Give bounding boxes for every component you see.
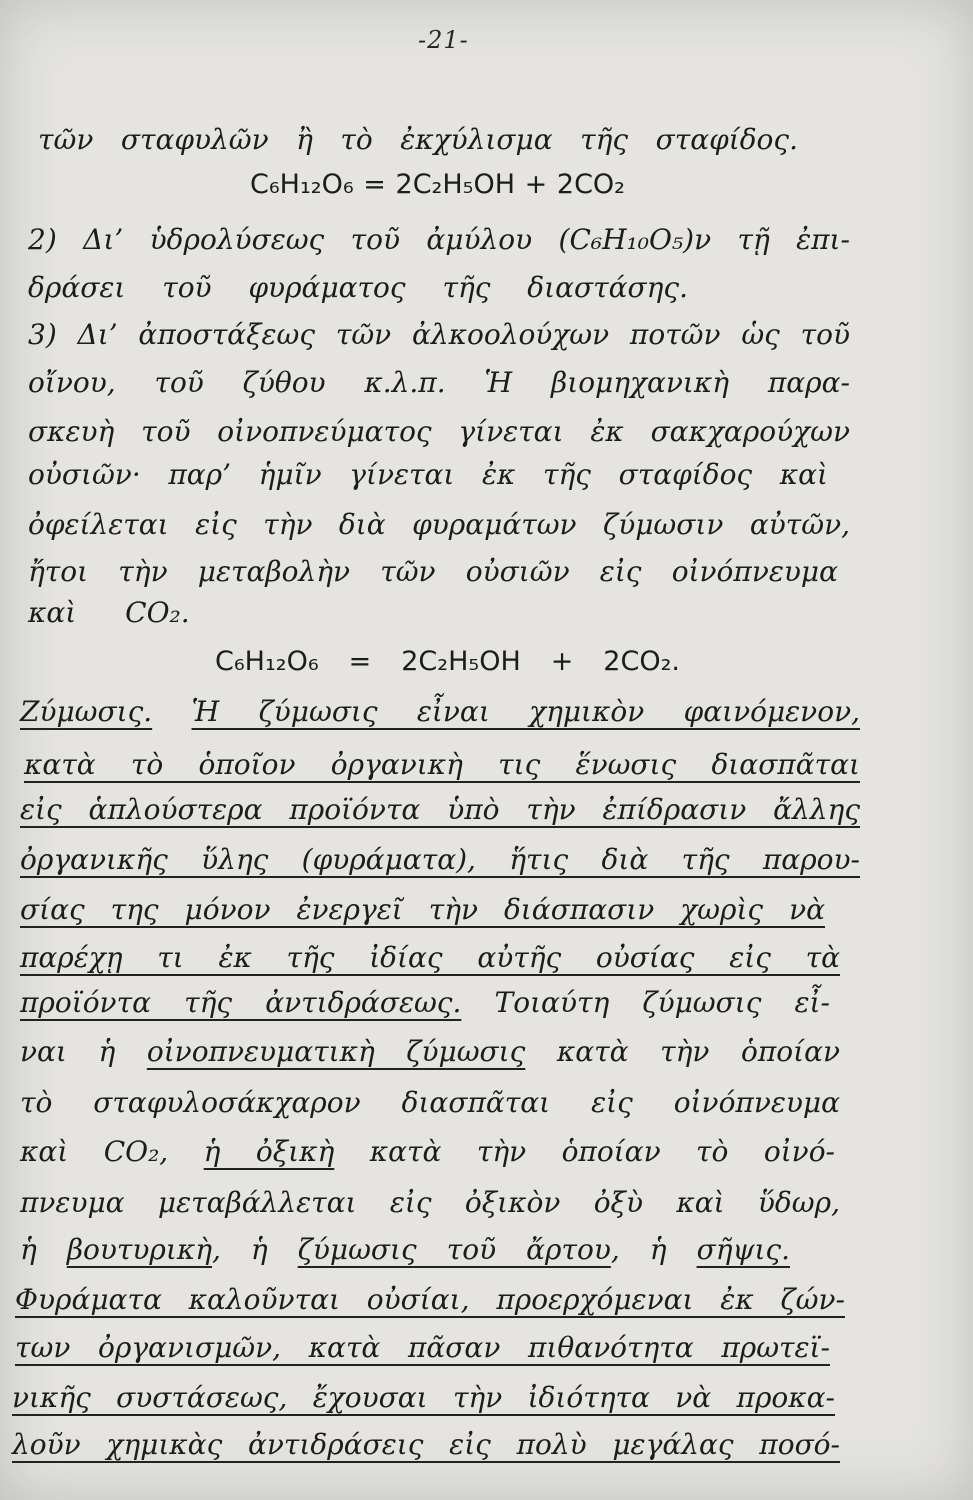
text-line: [20, 1230, 790, 1270]
text-line: 3) Δι’ ἀποστάξεως τῶν ἀλκοολούχων ποτῶν ὡς τοῦ: [28, 318, 850, 351]
text-line: οἴνου, τοῦ ζύθου κ.λ.π. Ἡ βιομηχανικὴ παρα-: [28, 366, 850, 399]
text-line: Φυράματα καλοῦνται οὐσίαι, προερχόμεναι ἐκ ζών-: [15, 1283, 845, 1316]
text-line: σίας της μόνον ἐνεργεῖ τὴν διάσπασιν χωρὶς νὰ: [20, 893, 825, 926]
text-line: δράσει τοῦ φυράματος τῆς διαστάσης.: [28, 271, 688, 304]
text-line: των ὀργανισμῶν, κατὰ πᾶσαν πιθανότητα πρωτεϊ-: [15, 1331, 830, 1364]
term-alcoholic-fermentation: οἰνοπνευματικὴ ζύμωσις: [146, 1035, 526, 1068]
line-text: , ἡ: [610, 1233, 667, 1266]
text-line: [20, 1132, 835, 1172]
text-line: σκευὴ τοῦ οἰνοπνεύματος γίνεται ἐκ σακχαρούχων: [28, 415, 850, 448]
definition-text: Ἡ ζύμωσις εἶναι χημικὸν φαινόμενον,: [191, 695, 860, 728]
text-line: εἰς ἁπλούστερα προϊόντα ὑπὸ τὴν ἐπίδρασιν ἄλλης: [20, 793, 860, 826]
line-text: , ἡ: [211, 1233, 268, 1266]
text-line: τῶν σταφυλῶν ἢ τὸ ἐκχύλισμα τῆς σταφίδος.: [38, 123, 798, 156]
text-line: ὀφείλεται εἰς τὴν διὰ φυραμάτων ζύμωσιν αὐτῶν,: [28, 508, 850, 541]
text-line: πνευμα μεταβάλλεται εἰς ὀξικὸν ὀξὺ καὶ ὕδωρ,: [20, 1186, 840, 1219]
text-line: [20, 692, 860, 732]
text-line: λοῦν χημικὰς ἀντιδράσεις εἰς πολὺ μεγάλας ποσό-: [12, 1428, 840, 1461]
text-line: τὸ σταφυλοσάκχαρον διασπᾶται εἰς οἰνόπνευμα: [20, 1086, 840, 1119]
text-line: καὶ CO₂.: [28, 596, 190, 629]
line-text: Τοιαύτη ζύμωσις εἶ-: [494, 986, 831, 1019]
text-line: οὐσιῶν· παρ’ ἡμῖν γίνεται ἐκ τῆς σταφίδος καὶ: [28, 458, 828, 491]
section-heading: Ζύμωσις.: [20, 695, 153, 728]
line-text: καὶ CO₂,: [20, 1135, 169, 1168]
text-line: νικῆς συστάσεως, ἔχουσαι τὴν ἰδιότητα νὰ προκα-: [12, 1381, 835, 1414]
term-acetic: ἡ ὀξικὴ: [203, 1135, 335, 1168]
line-text: ναι ἡ: [20, 1035, 116, 1068]
text-line: παρέχῃ τι ἐκ τῆς ἰδίας αὐτῆς οὐσίας εἰς τὰ: [20, 941, 840, 974]
line-text: κατὰ τὴν ὁποίαν τὸ οἰνό-: [369, 1135, 836, 1168]
term-putrefaction: σῆψις.: [696, 1233, 790, 1266]
text-line: 2) Δι’ ὑδρολύσεως τοῦ ἀμύλου (C₆H₁₀O₅)ν τῇ ἐπι-: [28, 223, 850, 256]
chemical-equation: C₆H₁₂O₆ = 2C₂H₅OH + 2CO₂: [250, 169, 625, 200]
term-butyric: βουτυρικὴ: [66, 1233, 212, 1266]
chemical-equation: C₆H₁₂O₆ = 2C₂H₅OH + 2CO₂.: [215, 646, 680, 677]
text-line: [20, 983, 830, 1023]
line-text: κατὰ τὴν ὁποίαν: [556, 1035, 841, 1068]
underlined-text: προϊόντα τῆς ἀντιδράσεως.: [20, 986, 462, 1019]
text-line: ἤτοι τὴν μεταβολὴν τῶν οὐσιῶν εἰς οἰνόπνευμα: [28, 555, 838, 588]
page-number: -21-: [418, 26, 469, 54]
text-line: κατὰ τὸ ὁποῖον ὀργανικὴ τις ἕνωσις διασπᾶται: [24, 748, 860, 781]
text-line: ὀργανικῆς ὕλης (φυράματα), ἥτις διὰ τῆς παρου-: [20, 843, 860, 876]
term-bread-fermentation: ζύμωσις τοῦ ἄρτου: [297, 1233, 611, 1266]
text-line: [20, 1032, 840, 1072]
line-text: ἡ: [20, 1233, 37, 1266]
